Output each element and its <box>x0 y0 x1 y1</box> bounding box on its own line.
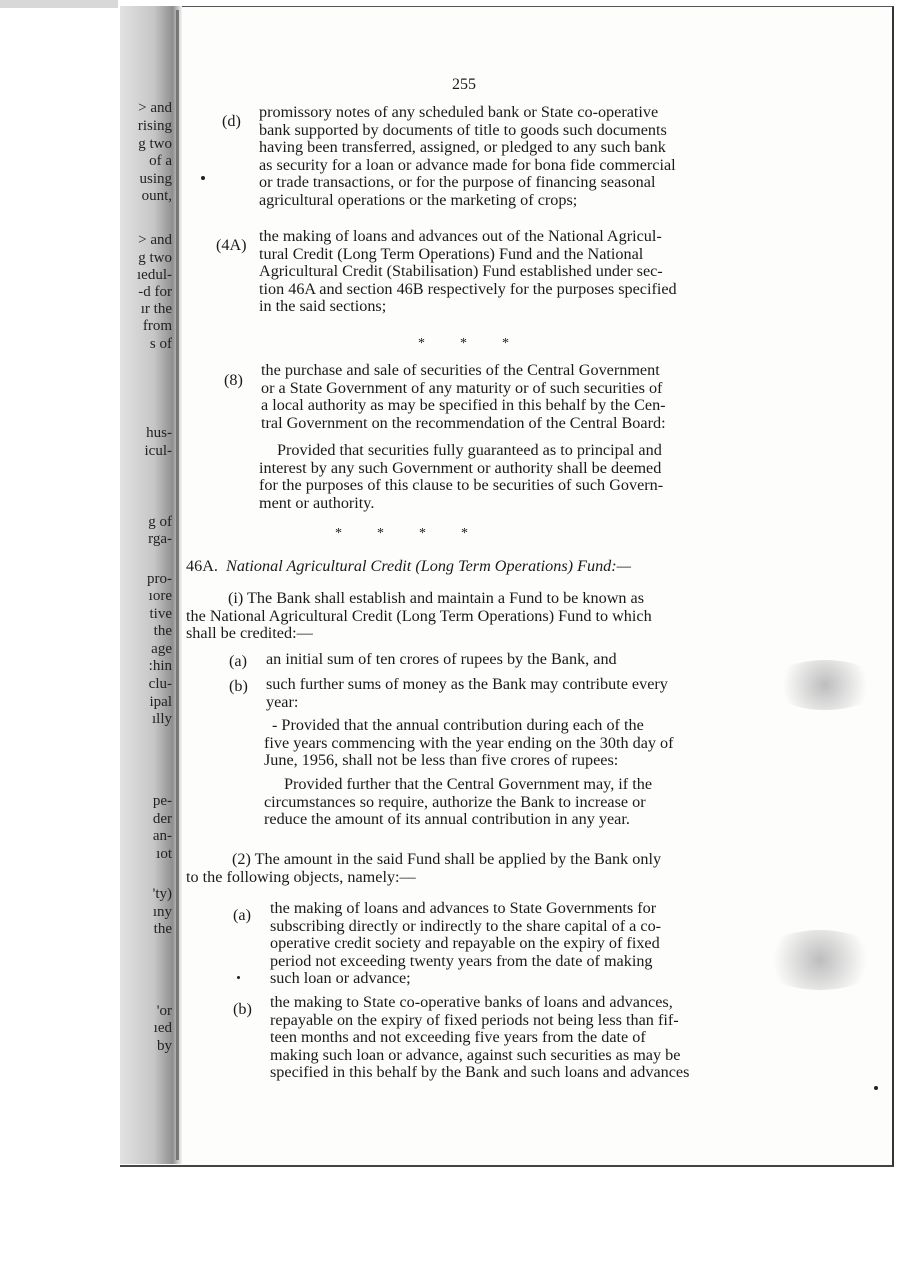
margin-fragment: an- <box>152 828 172 844</box>
margin-fragment: g of <box>148 514 172 530</box>
margin-fragment: age <box>151 641 172 657</box>
proviso-first: - Provided that the annual contribution during each of the five years commencing with the year ending on the 30th day of June, 1956, shall not be less than five crores of rupees: <box>264 716 674 769</box>
margin-fragment: > and <box>138 100 172 116</box>
ink-dot <box>874 1086 878 1090</box>
item-2b-text: the making to State co-operative banks of loans and advances, repayable on the expiry of fixed periods not being less than fif- teen months and not exceeding five years from the date of making such loan or advance, against such securities as may be specified in this behalf by the Bank and such loans and advances <box>270 993 690 1081</box>
item-label-a: (a) <box>229 652 247 670</box>
margin-fragment: ount, <box>141 188 172 204</box>
section-number: 46A. <box>186 557 218 575</box>
margin-fragment: g two <box>138 250 172 266</box>
item-a-text: an initial sum of ten crores of rupees by the Bank, and <box>266 650 617 668</box>
section-heading <box>186 557 631 576</box>
margin-fragment: from <box>142 318 172 334</box>
omission-stars: * * * * <box>335 526 468 541</box>
margin-fragment: the <box>153 623 172 639</box>
margin-fragment: -d for <box>138 284 172 300</box>
margin-fragment: ıore <box>148 588 172 604</box>
margin-fragment: ıedul- <box>137 267 172 283</box>
margin-fragment: rising <box>137 118 172 134</box>
margin-fragment: 'ty) <box>152 886 172 902</box>
clause-label-d: (d) <box>222 112 241 130</box>
clause-4a-text: the making of loans and advances out of the National Agricul- tural Credit (Long Term Operations) Fund and the National Agricultural Credit (Stabilisation) Fund established under sec- tion 46A and section 46B respectively for the purposes specified in the said sections; <box>259 227 677 315</box>
margin-fragment: tive <box>149 606 172 622</box>
item-b-text: such further sums of money as the Bank may contribute every year: <box>266 675 668 711</box>
section-title: National Agricultural Credit (Long Term Operations) Fund:— <box>226 557 632 575</box>
clause-d-text: promissory notes of any scheduled bank or State co-operative bank supported by documents of title to goods such documents having been transferred, assigned, or pledged to any such bank as security for a loan or advance made for bona fide commercial or trade transactions, or for the purpose of financing seasonal agricultural operations or the marketing of crops; <box>259 103 676 209</box>
stain <box>760 930 880 990</box>
gutter-shadow <box>176 10 179 1160</box>
subsection-2-text: (2) The amount in the said Fund shall be applied by the Bank only to the following objects, namely:— <box>186 850 662 886</box>
item-2a-text: the making of loans and advances to State Governments for subscribing directly or indirectly to the share capital of a co- operative credit society and repayable on the expiry of fixed period not exceeding twenty years from the date of making such loan or advance; <box>270 899 662 987</box>
margin-fragment: ipal <box>149 694 172 710</box>
margin-fragment: 'or <box>156 1003 172 1019</box>
margin-fragment: rga- <box>148 531 172 547</box>
stain <box>770 660 880 710</box>
clause-label-4a: (4A) <box>216 236 247 254</box>
margin-fragment: ır the <box>140 301 172 317</box>
margin-fragment: der <box>152 811 172 827</box>
ink-dot <box>237 976 240 979</box>
margin-fragment: :hin <box>148 658 172 674</box>
page-number: 255 <box>452 76 476 93</box>
item-label-2a: (a) <box>233 906 251 924</box>
margin-fragment: hus- <box>146 425 172 441</box>
omission-stars: * * * <box>418 336 509 351</box>
margin-fragment: pe- <box>152 793 172 809</box>
margin-fragment: icul- <box>144 443 172 459</box>
margin-fragment: ıny <box>152 904 172 920</box>
margin-fragment: using <box>139 171 172 187</box>
margin-fragment: clu- <box>148 676 172 692</box>
proviso-further: Provided further that the Central Government may, if the circumstances so require, authorize the Bank to increase or reduce the amount of its annual contribution in any year. <box>264 775 653 828</box>
scan-edge <box>0 0 118 8</box>
margin-fragment: ıed <box>153 1020 172 1036</box>
clause-8-text: the purchase and sale of securities of the Central Government or a State Government of any maturity or of such securities of a local authority as may be specified in this behalf by the Cen- tral Government on the recommendation of the Central Board: <box>261 361 666 432</box>
margin-fragment: the <box>153 921 172 937</box>
subsection-1-text: (i) The Bank shall establish and maintain a Fund to be known as the National Agricultural Credit (Long Term Operations) Fund to which shall be credited:— <box>186 589 652 642</box>
margin-fragment: s of <box>149 336 172 352</box>
margin-fragment: of a <box>149 153 172 169</box>
ink-dot <box>201 176 205 180</box>
clause-8-proviso: Provided that securities fully guaranteed as to principal and interest by any such Government or authority shall be deemed for the purposes of this clause to be securities of such Govern- ment or authority. <box>259 441 664 512</box>
margin-fragment: ılly <box>151 711 172 727</box>
item-label-2b: (b) <box>233 1000 252 1018</box>
margin-fragment: pro- <box>147 571 172 587</box>
margin-fragment: > and <box>138 232 172 248</box>
margin-fragment: g two <box>138 136 172 152</box>
item-label-b: (b) <box>229 677 248 695</box>
margin-fragment: ıot <box>156 846 172 862</box>
margin-fragment: by <box>157 1038 172 1054</box>
clause-label-8: (8) <box>224 371 243 389</box>
